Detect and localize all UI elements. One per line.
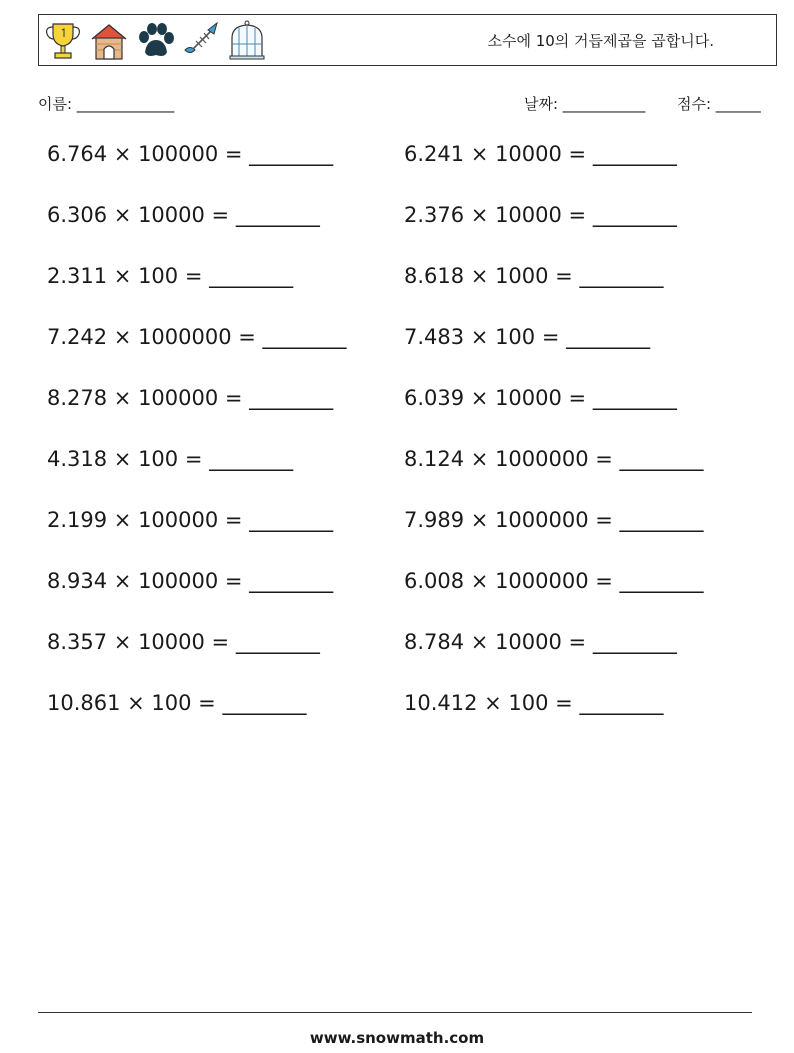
problem-item: 8.618 × 1000 = ________ xyxy=(404,264,664,288)
score-field: 점수: ______ xyxy=(677,95,761,113)
footer-divider xyxy=(38,1012,752,1013)
problem-row xyxy=(47,508,747,548)
date-field: 날짜: ___________ xyxy=(524,95,646,113)
problem-row xyxy=(47,386,747,426)
problem-row xyxy=(47,630,747,670)
problem-item: 10.412 × 100 = ________ xyxy=(404,691,664,715)
problem-item: 6.764 × 100000 = ________ xyxy=(47,142,334,166)
problem-row xyxy=(47,264,747,304)
header-icons xyxy=(43,19,267,63)
footer-site: www.snowmath.com xyxy=(309,1029,485,1047)
house-icon xyxy=(89,20,129,62)
problem-item: 2.199 × 100000 = ________ xyxy=(47,508,334,532)
problem-item: 6.039 × 10000 = ________ xyxy=(404,386,677,410)
problem-item: 2.311 × 100 = ________ xyxy=(47,264,294,288)
trophy-icon xyxy=(43,20,83,62)
problem-item: 6.306 × 10000 = ________ xyxy=(47,203,320,227)
fishbone-icon xyxy=(181,20,221,62)
problem-item: 6.008 × 1000000 = ________ xyxy=(404,569,704,593)
problem-item: 7.483 × 100 = ________ xyxy=(404,325,651,349)
problem-row xyxy=(47,325,747,365)
worksheet-title: 소수에 10의 거듭제곱을 곱합니다. xyxy=(487,32,714,50)
problem-item: 8.357 × 10000 = ________ xyxy=(47,630,320,654)
birdcage-icon xyxy=(227,20,267,62)
problem-item: 8.784 × 10000 = ________ xyxy=(404,630,677,654)
name-field: 이름: _____________ xyxy=(38,95,175,113)
problem-item: 7.989 × 1000000 = ________ xyxy=(404,508,704,532)
paw-icon xyxy=(135,20,175,62)
problem-row xyxy=(47,203,747,243)
problem-item: 2.376 × 10000 = ________ xyxy=(404,203,677,227)
problem-item: 7.242 × 1000000 = ________ xyxy=(47,325,347,349)
problem-item: 6.241 × 10000 = ________ xyxy=(404,142,677,166)
problem-item: 8.934 × 100000 = ________ xyxy=(47,569,334,593)
problem-item: 8.124 × 1000000 = ________ xyxy=(404,447,704,471)
problem-item: 10.861 × 100 = ________ xyxy=(47,691,307,715)
problem-item: 8.278 × 100000 = ________ xyxy=(47,386,334,410)
worksheet-header xyxy=(38,14,777,66)
problem-row xyxy=(47,447,747,487)
problem-item: 4.318 × 100 = ________ xyxy=(47,447,294,471)
problem-row xyxy=(47,569,747,609)
problem-row xyxy=(47,142,747,182)
problem-row xyxy=(47,691,747,731)
